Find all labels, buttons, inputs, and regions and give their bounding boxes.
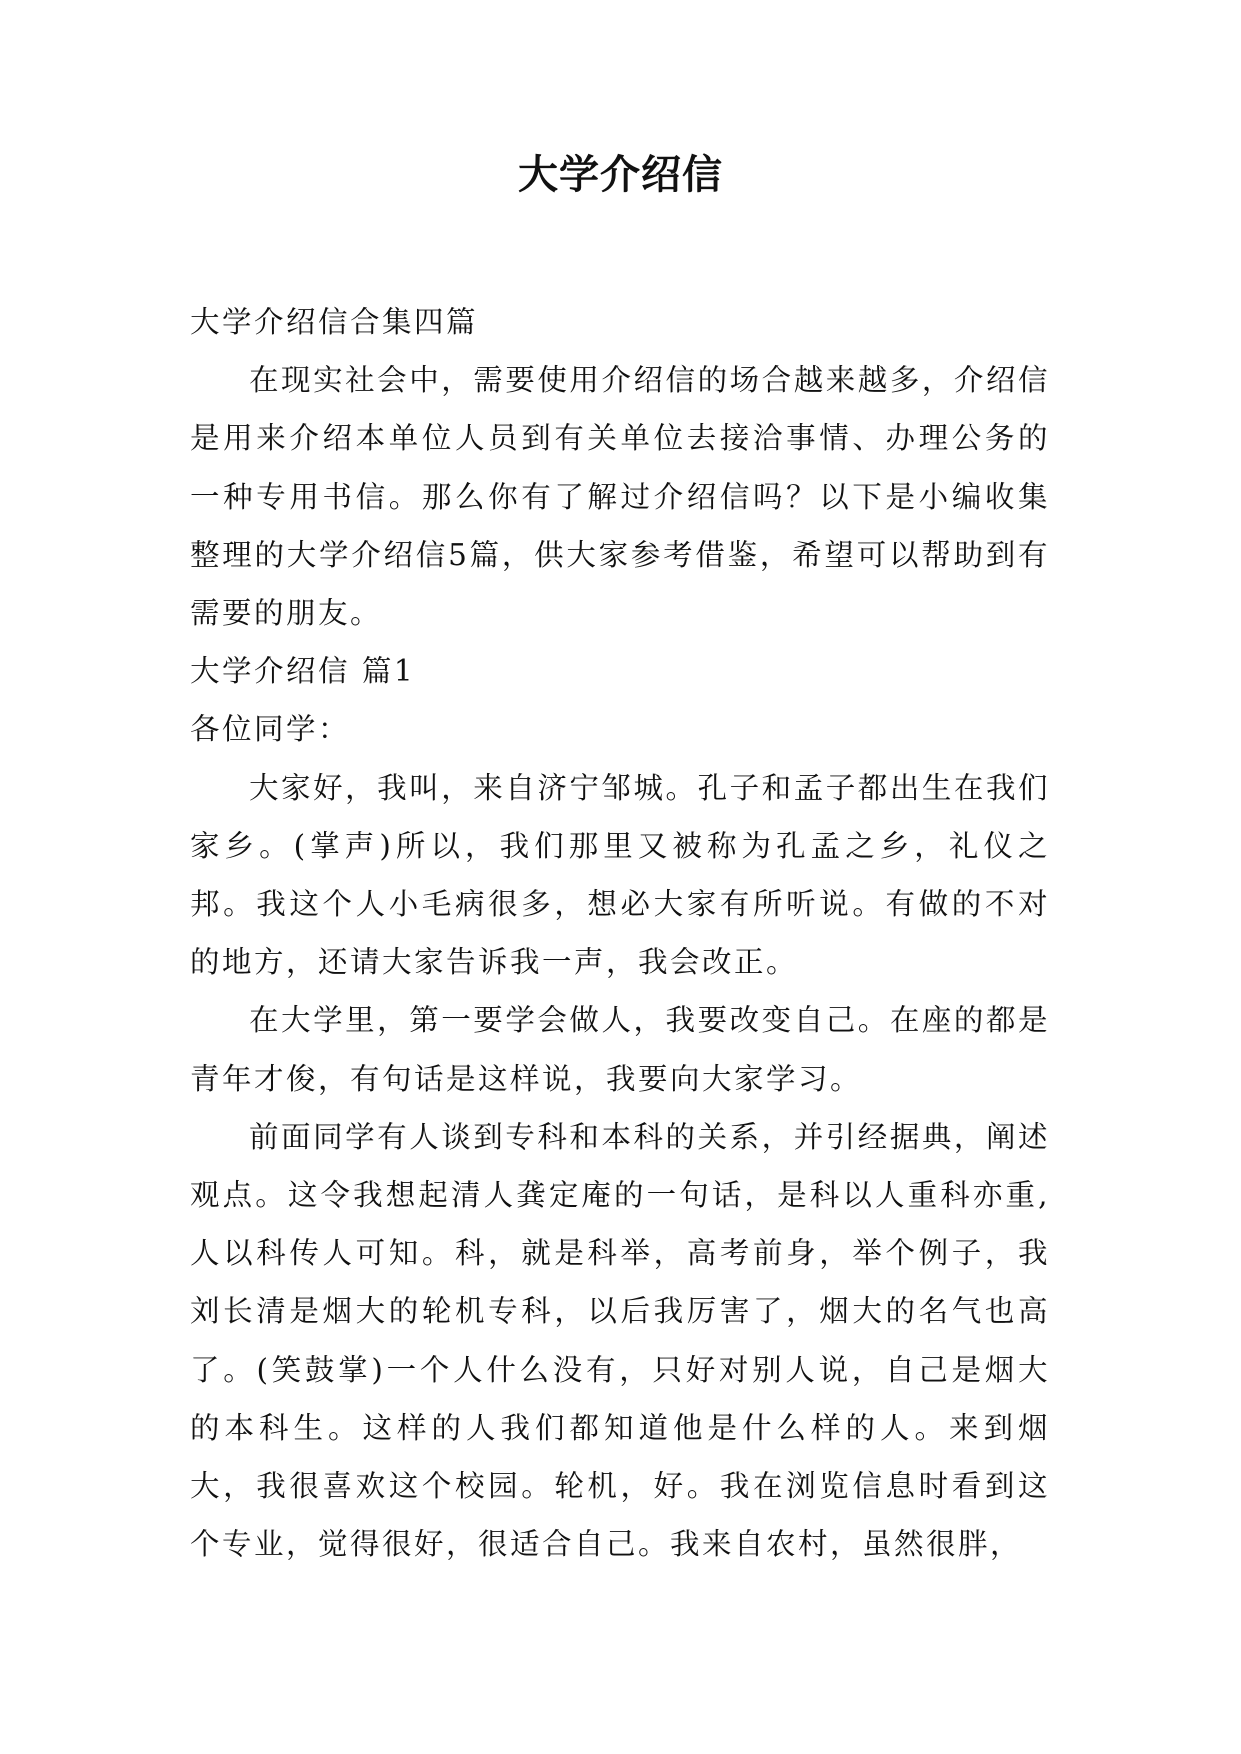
section-heading: 大学介绍信 篇1 [190,654,416,689]
body-paragraph: 大家好，我叫，来自济宁邹城。孔子和孟子都出生在我们家乡。(掌声)所以，我们那里又被称为孔孟之乡，礼仪之邦。我这个人小毛病很多，想必大家有所听说。有做的不对的地方，还请大家告诉我一声，我会改正。 [190,770,1050,980]
document-title: 大学介绍信 [518,152,723,198]
salutation: 各位同学： [190,712,351,747]
document-subtitle: 大学介绍信合集四篇 [190,305,479,339]
intro-paragraph: 在现实社会中，需要使用介绍信的场合越来越多，介绍信是用来介绍本单位人员到有关单位去接洽事情、办理公务的一种专用书信。那么你有了解过介绍信吗？以下是小编收集整理的大学介绍信5篇，供大家参考借鉴，希望可以帮助到有需要的朋友。 [190,363,1050,631]
body-paragraph: 前面同学有人谈到专科和本科的关系，并引经据典，阐述观点。这令我想起清人龚定庵的一句话，是科以人重科亦重,人以科传人可知。科，就是科举，高考前身，举个例子，我刘长清是烟大的轮机专科，以后我厉害了，烟大的名气也高了。(笑鼓掌)一个人什么没有，只好对别人说，自己是烟大的本科生。这样的人我们都知道他是什么样的人。来到烟大，我很喜欢这个校园。轮机，好。我在浏览信息时看到这个专业，觉得很好，很适合自己。我来自农村，虽然很胖， [190,1119,1050,1562]
document-body [190,293,1050,1573]
body-paragraph: 在大学里，第一要学会做人，我要改变自己。在座的都是青年才俊，有句话是这样说，我要向大家学习。 [190,1003,1050,1096]
